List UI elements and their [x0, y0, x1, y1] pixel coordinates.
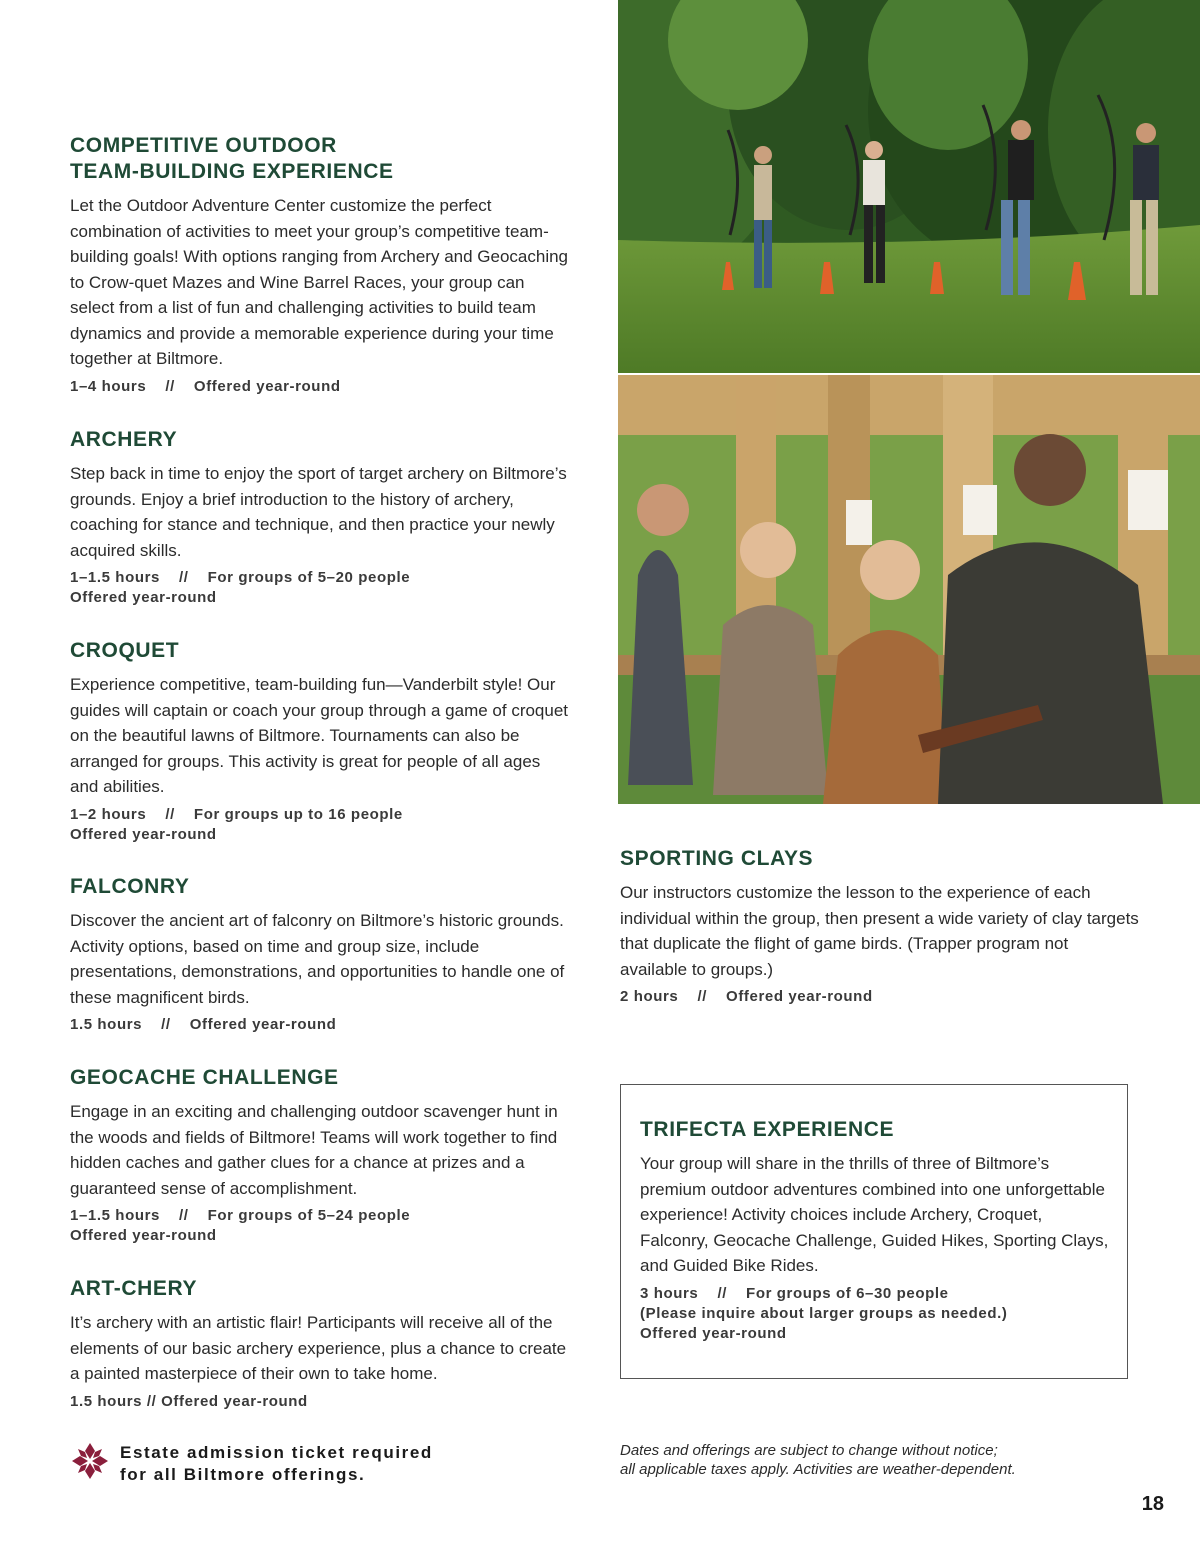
section-meta: 1.5 hours // Offered year-round [70, 1392, 308, 1410]
section-title: GEOCACHE CHALLENGE [70, 1066, 339, 1089]
section-archery [70, 427, 570, 608]
section-trifecta [640, 1117, 1115, 1344]
section-meta: 1–1.5 hours // For groups of 5–24 people Offered year-round [70, 1207, 411, 1244]
disclaimer: Dates and offerings are subject to change without notice; all applicable taxes apply. Activities are weather-dependent. [620, 1442, 1016, 1478]
section-title: COMPETITIVE OUTDOOR TEAM-BUILDING EXPERIENCE [70, 134, 394, 183]
section-body: Engage in an exciting and challenging outdoor scavenger hunt in the woods and fields of Biltmore! Teams will work together to find hidden caches and gather clues for a chance at prizes and a guaranteed sense of accomplishment. [70, 1102, 558, 1198]
section-body: Step back in time to enjoy the sport of target archery on Biltmore’s grounds. Enjoy a brief introduction to the history of archery, coaching for stance and technique, and then practice your newly acquired skills. [70, 464, 567, 560]
biltmore-leaf-logo-icon [70, 1441, 110, 1481]
section-title: SPORTING CLAYS [620, 847, 814, 870]
sporting-clays-photo [618, 375, 1200, 804]
section-meta: 1.5 hours // Offered year-round [70, 1016, 337, 1033]
section-competitive [70, 133, 570, 397]
section-body: Your group will share in the thrills of three of Biltmore’s premium outdoor adventures combined into one unforgettable experience! Activity choices include Archery, Croquet, Falconry, Geocache Challenge, Guided Hikes, Sporting Clays, and Guided Bike Rides. [640, 1154, 1109, 1275]
section-meta: 1–1.5 hours // For groups of 5–20 people Offered year-round [70, 569, 411, 606]
section-title: ART-CHERY [70, 1277, 198, 1300]
section-falconry [70, 874, 570, 1035]
section-body: Discover the ancient art of falconry on Biltmore’s historic grounds. Activity options, based on time and group size, include presentations, demonstrations, and opportunities to handle one of these magnificent birds. [70, 911, 565, 1007]
section-body: It’s archery with an artistic flair! Participants will receive all of the elements of our basic archery experience, plus a chance to create a painted masterpiece of their own to take home. [70, 1313, 567, 1383]
ticket-note: Estate admission ticket required for all Biltmore offerings. [120, 1443, 433, 1484]
archery-photo [618, 0, 1200, 373]
section-title: FALCONRY [70, 875, 190, 898]
section-body: Experience competitive, team-building fun—Vanderbilt style! Our guides will captain or coach your group through a game of croquet on the beautiful lawns of Biltmore. Tournaments can also be arranged for groups. This activity is great for people of all ages and abilities. [70, 675, 569, 796]
section-meta: 1–2 hours // For groups up to 16 people Offered year-round [70, 805, 403, 843]
trifecta-box [620, 1084, 1128, 1379]
page-number: 18 [1141, 1493, 1164, 1515]
section-title: TRIFECTA EXPERIENCE [640, 1118, 895, 1141]
section-meta: 3 hours // For groups of 6–30 people (Please inquire about larger groups as needed.) Offered year-round [640, 1284, 1008, 1342]
section-sporting-clays [620, 846, 1140, 1007]
section-title: CROQUET [70, 639, 180, 662]
section-title: ARCHERY [70, 428, 178, 451]
section-geocache [70, 1065, 570, 1246]
section-meta: 2 hours // Offered year-round [620, 988, 873, 1005]
section-artchery [70, 1276, 570, 1412]
section-meta: 1–4 hours // Offered year-round [70, 377, 341, 395]
section-body: Let the Outdoor Adventure Center customize the perfect combination of activities to meet your group’s competitive team-building goals! With options ranging from Archery and Geocaching to Crow-quet Mazes and Wine Barrel Races, your group can select from a list of fun and challenging activities to build team dynamics and provide a memorable experience during your time together at Biltmore. [70, 196, 569, 368]
section-croquet [70, 638, 570, 845]
section-body: Our instructors customize the lesson to the experience of each individual within the group, then present a wide variety of clay targets that duplicate the flight of game birds. (Trapper program not available to groups.) [620, 883, 1139, 979]
